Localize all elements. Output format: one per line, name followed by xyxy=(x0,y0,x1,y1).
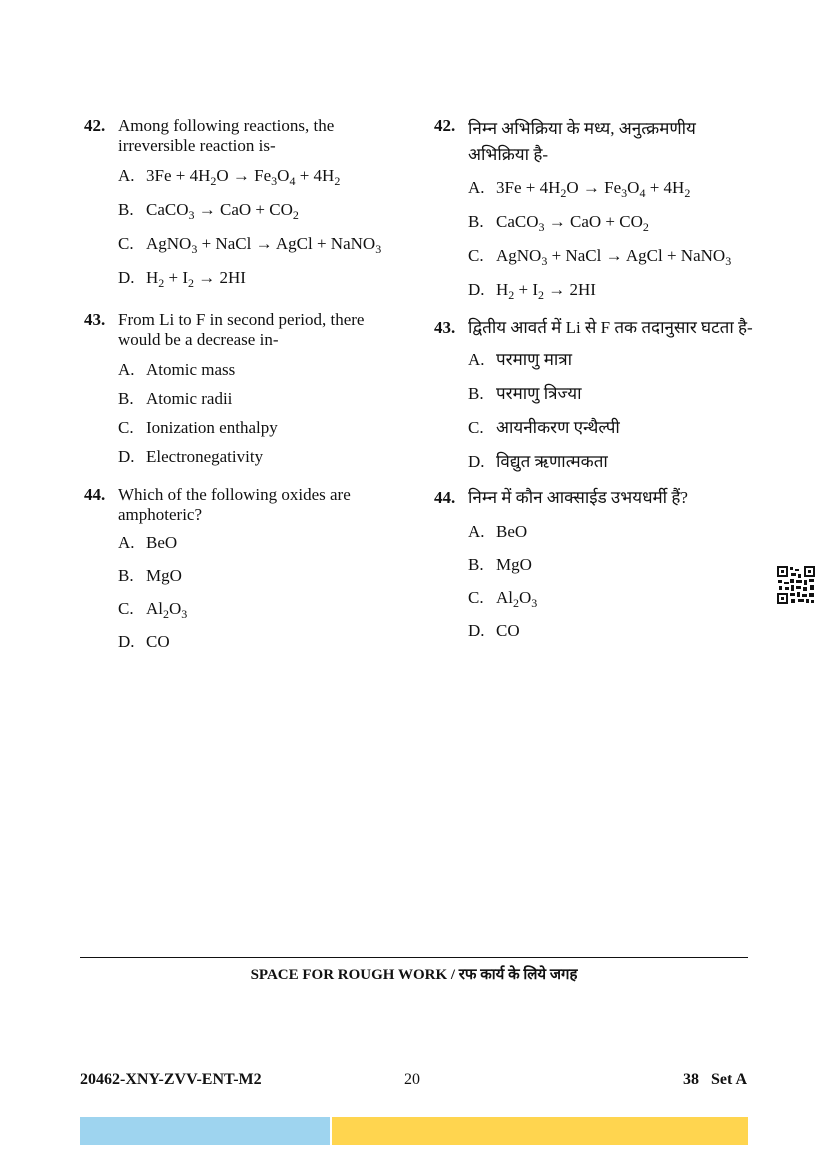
option-text: $H_2 + I_2 \to 2HI$ xyxy=(496,280,596,302)
option-a[interactable] xyxy=(468,178,754,198)
option-text: $3Fe + 4H_2O \to Fe_3O_4 + 4H_2$ xyxy=(146,166,341,188)
option-label: C. xyxy=(468,588,484,607)
hindi-column xyxy=(434,116,754,641)
option-b[interactable] xyxy=(118,389,404,409)
option-d[interactable] xyxy=(118,632,404,652)
question-42-en xyxy=(84,116,404,288)
option-text: MgO xyxy=(496,555,532,574)
question-text: निम्न अभिक्रिया के मध्य, अनुत्क्रमणीय अभिक्रिया है- xyxy=(468,119,696,164)
option-label: B. xyxy=(468,212,484,231)
option-a[interactable] xyxy=(118,166,404,186)
option-c[interactable] xyxy=(118,599,404,619)
option-text: AgNO$_3$ + NaCl → AgCl + NaNO$_3$ xyxy=(146,234,382,256)
option-label: D. xyxy=(468,452,485,471)
question-text: Which of the following oxides are amphoteric? xyxy=(118,485,351,524)
option-c[interactable] xyxy=(468,588,754,608)
option-a[interactable] xyxy=(118,360,404,380)
option-label: B. xyxy=(118,566,134,585)
option-list xyxy=(118,360,404,467)
divider-line xyxy=(80,957,748,958)
option-b[interactable] xyxy=(118,566,404,586)
option-label: A. xyxy=(468,350,485,369)
option-text: $3Fe + 4H_2O \to Fe_3O_4 + 4H_2$ xyxy=(496,178,691,200)
question-43-hi xyxy=(434,318,754,472)
option-b[interactable] xyxy=(468,212,754,232)
option-text: विद्युत ऋणात्मकता xyxy=(496,452,608,471)
option-label: A. xyxy=(118,360,135,379)
option-d[interactable] xyxy=(118,447,404,467)
question-text: Among following reactions, the irreversible reaction is- xyxy=(118,116,335,155)
page-number: 20 xyxy=(404,1071,420,1088)
option-label: C. xyxy=(118,599,134,618)
option-text: BeO xyxy=(496,522,528,541)
question-text: निम्न में कौन आक्साईड उभयधर्मी हैं? xyxy=(468,488,688,507)
option-d[interactable] xyxy=(118,268,404,288)
option-b[interactable] xyxy=(468,384,754,404)
option-text: CO xyxy=(496,621,520,640)
option-a[interactable] xyxy=(118,533,404,553)
option-label: B. xyxy=(118,389,134,408)
option-list xyxy=(468,350,754,472)
option-label: D. xyxy=(118,632,135,651)
option-label: C. xyxy=(468,246,484,265)
footer-bar-yellow xyxy=(332,1117,748,1145)
question-number: 43. xyxy=(434,318,456,337)
option-text: Electronegativity xyxy=(146,447,264,466)
option-list xyxy=(468,178,754,300)
question-42-hi xyxy=(434,116,754,300)
option-label: C. xyxy=(118,234,134,253)
option-c[interactable] xyxy=(118,418,404,438)
option-c[interactable] xyxy=(118,234,404,254)
option-text: Ionization enthalpy xyxy=(146,418,278,437)
option-list xyxy=(118,533,404,652)
option-label: A. xyxy=(468,522,485,541)
option-text: आयनीकरण एन्थैल्पी xyxy=(496,418,620,437)
option-label: D. xyxy=(118,268,135,287)
option-text: AgNO$_3$ + NaCl → AgCl + NaNO$_3$ xyxy=(496,246,732,268)
option-label: D. xyxy=(468,280,485,299)
question-text: द्वितीय आवर्त में Li से F तक तदानुसार घटता है- xyxy=(468,318,753,337)
option-label: D. xyxy=(118,447,135,466)
question-number: 42. xyxy=(84,116,106,135)
option-label: C. xyxy=(468,418,484,437)
rough-work-heading: SPACE FOR ROUGH WORK / रफ कार्य के लिये जगह xyxy=(250,967,578,983)
english-column xyxy=(84,116,404,652)
question-43-en xyxy=(84,310,404,467)
option-text: $Al_2O_3$ xyxy=(496,588,538,610)
option-text: CO xyxy=(146,632,170,651)
question-text: From Li to F in second period, there would be a decrease in- xyxy=(118,310,365,349)
option-a[interactable] xyxy=(468,522,754,542)
option-text: Atomic radii xyxy=(146,389,233,408)
option-list xyxy=(468,522,754,641)
set-label: 38 Set A xyxy=(683,1071,747,1088)
question-number: 43. xyxy=(84,310,106,329)
option-text: MgO xyxy=(146,566,182,585)
option-c[interactable] xyxy=(468,246,754,266)
qr-code-icon xyxy=(776,565,816,605)
option-text: परमाणु मात्रा xyxy=(496,350,573,369)
option-b[interactable] xyxy=(118,200,404,220)
option-label: D. xyxy=(468,621,485,640)
option-c[interactable] xyxy=(468,418,754,438)
option-d[interactable] xyxy=(468,452,754,472)
option-text: $Al_2O_3$ xyxy=(146,599,188,621)
option-label: B. xyxy=(468,384,484,403)
option-label: C. xyxy=(118,418,134,437)
option-text: CaCO$_3$ → CaO + $CO_2$ xyxy=(146,200,299,222)
option-a[interactable] xyxy=(468,350,754,370)
paper-code: 20462-XNY-ZVV-ENT-M2 xyxy=(80,1071,262,1088)
option-label: B. xyxy=(468,555,484,574)
option-text: CaCO$_3$ → CaO + $CO_2$ xyxy=(496,212,649,234)
question-number: 44. xyxy=(84,485,106,504)
option-text: परमाणु त्रिज्या xyxy=(496,384,582,403)
question-number: 42. xyxy=(434,116,456,135)
option-text: BeO xyxy=(146,533,178,552)
option-label: A. xyxy=(468,178,485,197)
question-number: 44. xyxy=(434,488,456,507)
option-label: B. xyxy=(118,200,134,219)
question-44-en xyxy=(84,485,404,652)
option-text: $H_2 + I_2 \to 2HI$ xyxy=(146,268,246,290)
option-label: A. xyxy=(118,533,135,552)
option-label: A. xyxy=(118,166,135,185)
option-b[interactable] xyxy=(468,555,754,575)
option-d[interactable] xyxy=(468,621,754,641)
option-text: Atomic mass xyxy=(146,360,236,379)
option-d[interactable] xyxy=(468,280,754,300)
question-44-hi xyxy=(434,488,754,641)
option-list xyxy=(118,166,404,288)
footer-bar-blue xyxy=(80,1117,330,1145)
